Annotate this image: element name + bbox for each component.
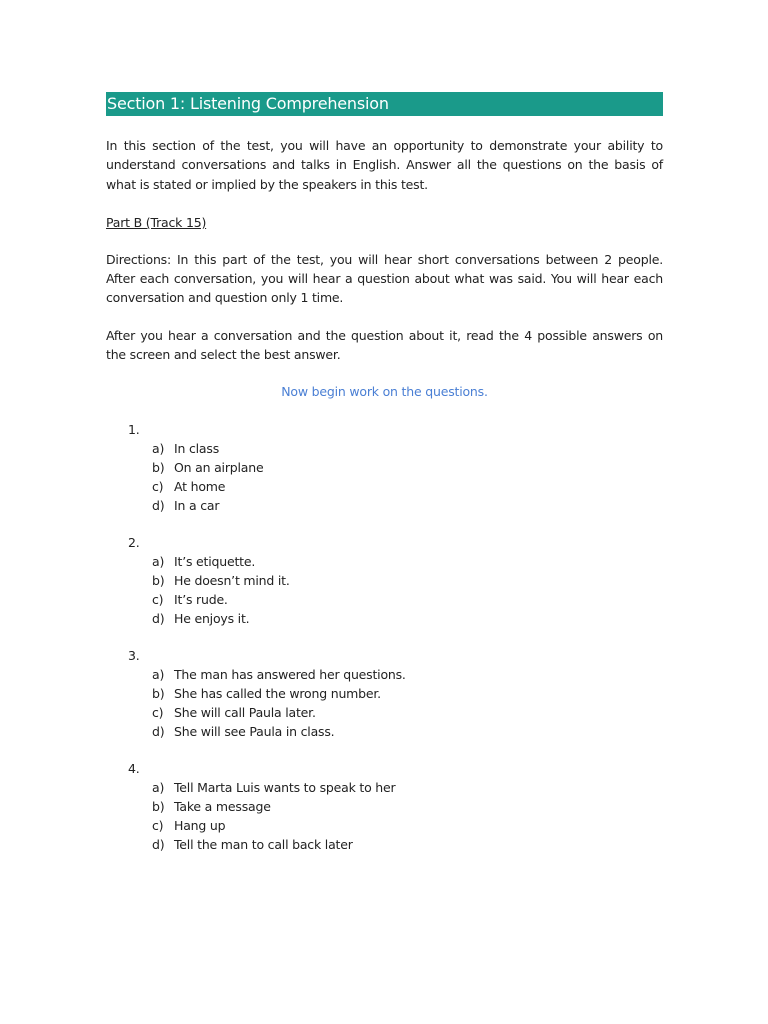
intro-paragraph: In this section of the test, you will have an opportunity to demonstrate your ability to understand conversations and talks in English. Answer all the questions on the basis of what is stated or implied by the speakers in this test. [106, 138, 663, 192]
question-number: 3. [128, 648, 140, 664]
question-item [106, 533, 663, 628]
answer-option [106, 797, 663, 816]
answer-option [106, 778, 663, 797]
answer-option [106, 571, 663, 590]
option-text: He doesn’t mind it. [174, 573, 290, 589]
option-text: He enjoys it. [174, 611, 250, 627]
option-text: The man has answered her questions. [174, 667, 406, 683]
answer-option [106, 609, 663, 628]
answer-option [106, 722, 663, 741]
option-letter: b) [152, 573, 165, 589]
option-text: Tell the man to call back later [174, 837, 353, 853]
answer-option [106, 590, 663, 609]
option-letter: c) [152, 818, 164, 834]
answer-option [106, 703, 663, 722]
option-text: She will call Paula later. [174, 705, 316, 721]
answer-option [106, 477, 663, 496]
question-number: 4. [128, 761, 140, 777]
answer-option [106, 496, 663, 515]
option-letter: c) [152, 592, 164, 608]
option-letter: d) [152, 724, 165, 740]
option-text: She will see Paula in class. [174, 724, 335, 740]
option-text: Tell Marta Luis wants to speak to her [174, 780, 396, 796]
option-letter: d) [152, 498, 165, 514]
question-number: 1. [128, 422, 140, 438]
option-text: She has called the wrong number. [174, 686, 381, 702]
question-item [106, 420, 663, 515]
instructions-paragraph: After you hear a conversation and the question about it, read the 4 possible answers on the screen and select the best answer. [106, 327, 663, 363]
answer-option [106, 665, 663, 684]
option-text: In class [174, 441, 220, 457]
answer-option [106, 816, 663, 835]
option-letter: b) [152, 460, 165, 476]
option-text: It’s rude. [174, 592, 228, 608]
answer-option [106, 835, 663, 854]
option-letter: a) [152, 441, 165, 457]
option-letter: b) [152, 686, 165, 702]
option-letter: d) [152, 837, 165, 853]
option-letter: c) [152, 705, 164, 721]
option-letter: a) [152, 780, 165, 796]
part-title: Part B (Track 15) [106, 214, 207, 230]
option-letter: d) [152, 611, 165, 627]
option-letter: b) [152, 799, 165, 815]
option-text: It’s etiquette. [174, 554, 256, 570]
option-text: In a car [174, 498, 220, 514]
question-number: 2. [128, 535, 140, 551]
option-letter: c) [152, 479, 164, 495]
answer-option [106, 458, 663, 477]
begin-instruction: Now begin work on the questions. [281, 384, 488, 400]
question-list [106, 420, 663, 854]
question-item [106, 759, 663, 854]
option-text: At home [174, 479, 226, 495]
option-letter: a) [152, 667, 165, 683]
option-text: On an airplane [174, 460, 264, 476]
section-title: Section 1: Listening Comprehension [106, 92, 663, 116]
question-item [106, 646, 663, 741]
option-letter: a) [152, 554, 165, 570]
directions-paragraph: Directions: In this part of the test, you will hear short conversations between 2 people. After each conversation, you will hear a question about what was said. You will hear each conversation and question only 1 time. [106, 251, 663, 306]
option-text: Hang up [174, 818, 226, 834]
answer-option [106, 684, 663, 703]
answer-option [106, 439, 663, 458]
answer-option [106, 552, 663, 571]
document-page [106, 92, 663, 872]
option-text: Take a message [174, 799, 271, 815]
